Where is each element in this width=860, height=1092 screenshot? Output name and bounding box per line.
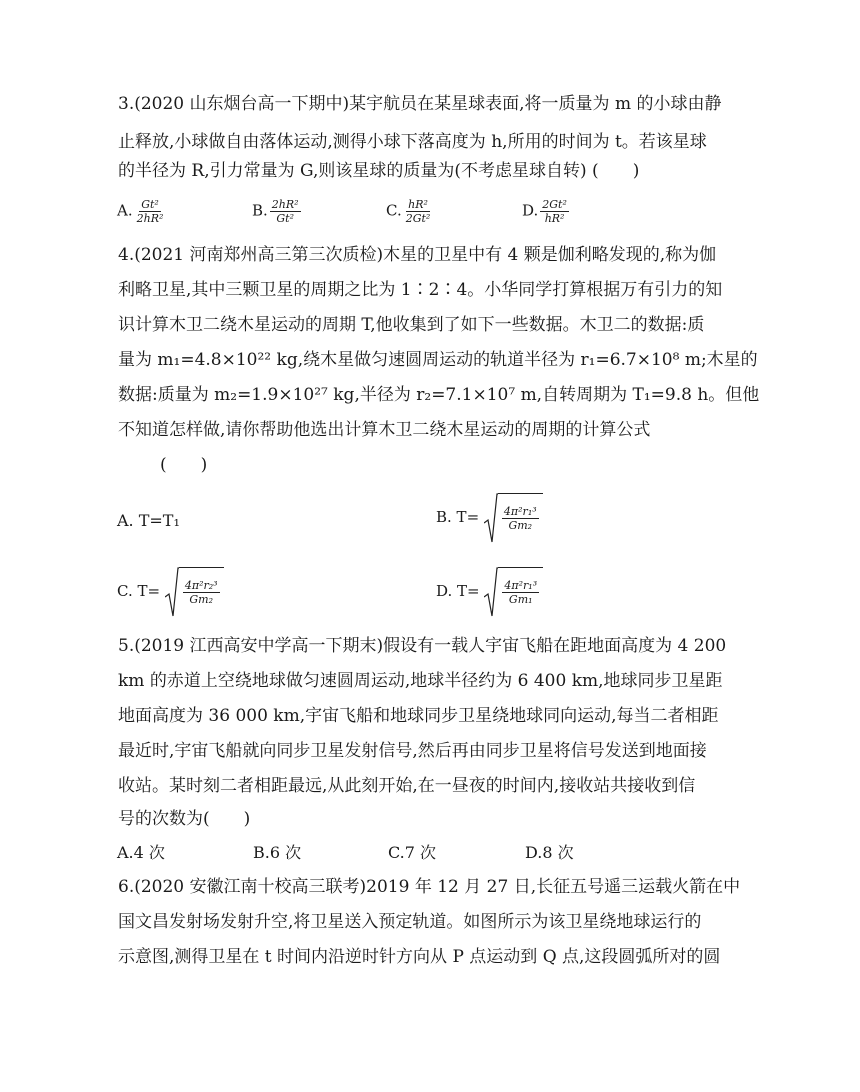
- fraction: [502, 579, 539, 606]
- fraction-denominator: 2hR²: [136, 212, 164, 225]
- option-label: A. T=T₁: [117, 511, 180, 530]
- option-label: B. T=: [436, 508, 480, 526]
- fraction-numerator: 2Gt²: [542, 198, 567, 211]
- fraction: [183, 579, 220, 606]
- q5-line-1: 5.(2019 江西高安中学高一下期末)假设有一载人宇宙飞船在距地面高度为 4 200: [118, 636, 727, 656]
- q5-option-a[interactable]: A.4 次: [117, 843, 165, 862]
- q4-option-a[interactable]: [117, 511, 180, 531]
- q5-line-5: 收站。某时刻二者相距最远,从此刻开始,在一昼夜的时间内,接收站共接收到信: [118, 776, 696, 796]
- q4-option-b[interactable]: [436, 493, 543, 543]
- square-root: [484, 493, 543, 543]
- option-label: D. T=: [436, 582, 480, 600]
- q6-line-2: 国文昌发射场发射升空,将卫星送入预定轨道。如图所示为该卫星绕地球运行的: [118, 912, 702, 932]
- radical-sign-icon: [165, 567, 179, 617]
- fraction-denominator: Gm₁: [508, 592, 533, 606]
- fraction-denominator: Gm₂: [189, 592, 214, 606]
- fraction-denominator: Gt²: [276, 212, 294, 225]
- q5-line-2: km 的赤道上空绕地球做匀速圆周运动,地球半径约为 6 400 km,地球同步卫星距: [118, 671, 723, 691]
- q4-line-6: 不知道怎样做,请你帮助他选出计算木卫二绕木星运动的周期的计算公式: [118, 420, 651, 440]
- q4-line-4: 量为 m₁=4.8×10²² kg,绕木星做匀速圆周运动的轨道半径为 r₁=6.7×10⁸ m;木星的: [118, 350, 758, 370]
- fraction-denominator: 2Gt²: [405, 212, 431, 225]
- fraction: [502, 505, 539, 532]
- radical-sign-icon: [484, 493, 498, 543]
- radical-sign-icon: [484, 567, 498, 617]
- q6-line-1: 6.(2020 安徽江南十校高三联考)2019 年 12 月 27 日,长征五号遥三运载火箭在中: [118, 877, 741, 897]
- q4-option-d[interactable]: [436, 567, 543, 617]
- option-label: C. T=: [117, 582, 161, 600]
- q3-option-a[interactable]: [117, 198, 165, 225]
- q3-option-b[interactable]: [252, 198, 301, 225]
- q5-option-b[interactable]: B.6 次: [253, 843, 302, 862]
- fraction-numerator: 4π²r₂³: [184, 578, 218, 592]
- q4-line-5: 数据:质量为 m₂=1.9×10²⁷ kg,半径为 r₂=7.1×10⁷ m,自转周期为 T₁=9.8 h。但他: [118, 385, 760, 405]
- fraction-numerator: hR²: [408, 198, 428, 211]
- q5-line-3: 地面高度为 36 000 km,宇宙飞船和地球同步卫星绕地球同向运动,每当二者相距: [118, 706, 719, 726]
- q3-line-3: 的半径为 R,引力常量为 G,则该星球的质量为(不考虑星球自转) ( ): [118, 161, 640, 181]
- fraction: [404, 198, 433, 225]
- fraction-numerator: 2hR²: [271, 198, 299, 211]
- option-label: C.: [386, 201, 402, 220]
- option-label: D.: [522, 201, 539, 220]
- q4-line-2: 利略卫星,其中三颗卫星的周期之比为 1∶2∶4。小华同学打算根据万有引力的知: [118, 280, 723, 300]
- q4-line-3: 识计算木卫二绕木星运动的周期 T,他收集到了如下一些数据。木卫二的数据:质: [118, 315, 705, 335]
- q4-line-7: ( ): [160, 455, 208, 475]
- option-label: A.: [117, 201, 133, 220]
- q3-line-1: 3.(2020 山东烟台高一下期中)某宇航员在某星球表面,将一质量为 m 的小球由静: [118, 94, 722, 114]
- fraction: [135, 198, 166, 225]
- q5-line-6: 号的次数为( ): [118, 809, 251, 829]
- q3-option-d[interactable]: [522, 198, 569, 225]
- option-label: B.: [252, 201, 268, 220]
- q4-line-1: 4.(2021 河南郑州高三第三次质检)木星的卫星中有 4 颗是伽利略发现的,称为伽: [118, 245, 717, 265]
- fraction-numerator: 4π²r₁³: [504, 578, 538, 592]
- fraction-numerator: 4π²r₁³: [503, 504, 537, 518]
- fraction: [270, 198, 301, 225]
- q3-line-2: 止释放,小球做自由落体运动,测得小球下落高度为 h,所用的时间为 t。若该星球: [118, 132, 707, 152]
- fraction-numerator: Gt²: [141, 198, 159, 211]
- q5-line-4: 最近时,宇宙飞船就向同步卫星发射信号,然后再由同步卫星将信号发送到地面接: [118, 741, 707, 761]
- q5-option-c[interactable]: C.7 次: [388, 843, 437, 862]
- q3-option-c[interactable]: [386, 198, 432, 225]
- q5-option-d[interactable]: D.8 次: [525, 843, 574, 862]
- square-root: [484, 567, 543, 617]
- q4-option-c[interactable]: [117, 567, 224, 617]
- fraction: [540, 198, 569, 225]
- q6-line-3: 示意图,测得卫星在 t 时间内沿逆时针方向从 P 点运动到 Q 点,这段圆弧所对的圆: [118, 947, 721, 967]
- fraction-denominator: hR²: [544, 212, 565, 225]
- square-root: [165, 567, 224, 617]
- fraction-denominator: Gm₂: [508, 518, 533, 532]
